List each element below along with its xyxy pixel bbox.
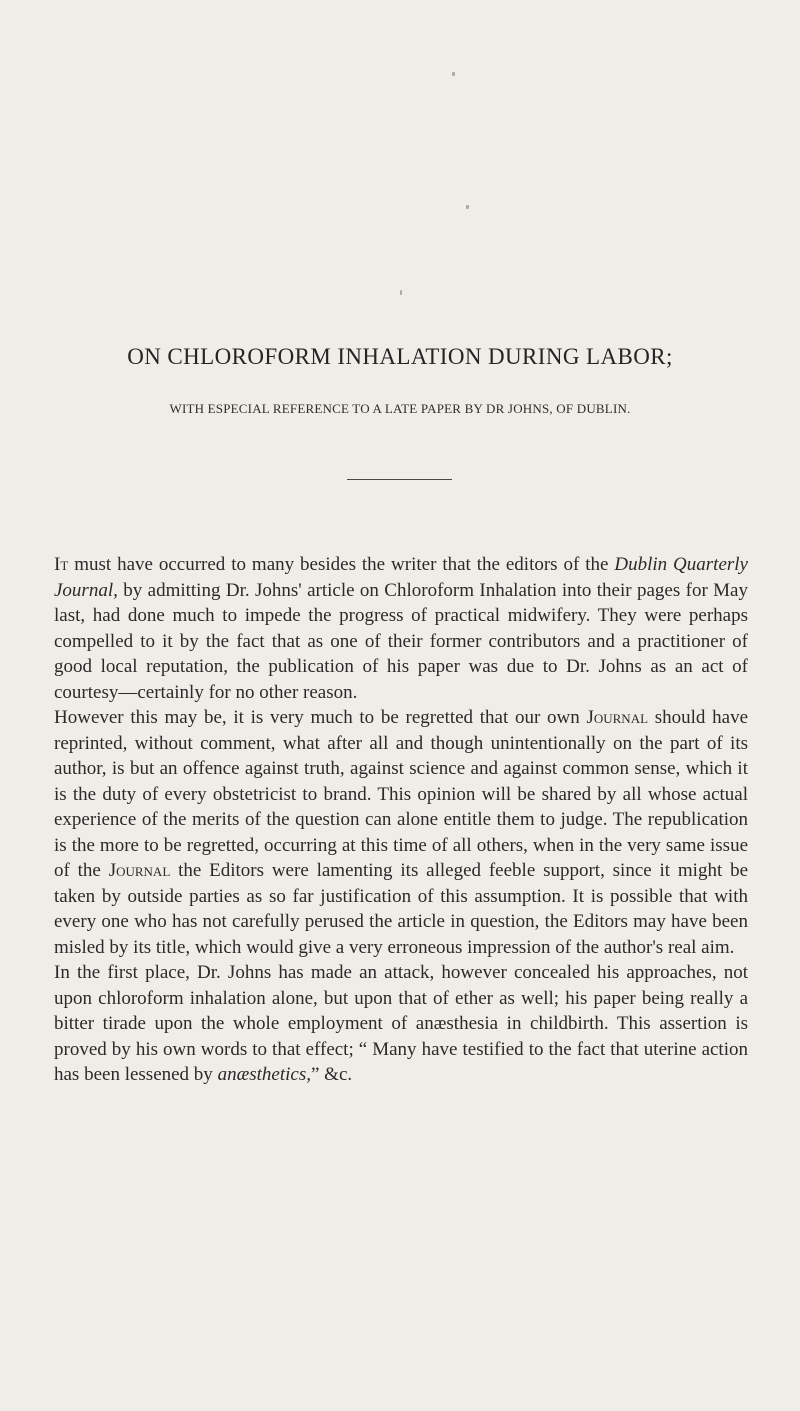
paragraph-text: by admitting Dr. Johns' article on Chloroform Inhalation into their pages for May last, had done much to impede the progress of practical midwifery. They were perhaps compelled to it by the fact that as one of their former contributors and a practitioner of good local reputation, the publication of his paper was due to Dr. Johns as an act of courtesy—certainly for no other reason. bbox=[54, 579, 748, 703]
paragraph-3 bbox=[54, 960, 748, 1088]
paper-speck bbox=[452, 72, 455, 76]
article-subtitle: WITH ESPECIAL REFERENCE TO A LATE PAPER BY DR JOHNS, OF DUBLIN. bbox=[169, 401, 631, 416]
article-body bbox=[54, 552, 748, 1088]
title-divider bbox=[347, 479, 452, 480]
journal-name: Dublin Quarterly Journal, bbox=[54, 554, 748, 601]
paragraph-text: should have reprinted, without comment, what after all and though unintentionally on the part of its author, is but an offence against truth, against science and against common sense, which it is the duty of every obstetricist to brand. This opinion will be shared by all whose actual experience of the merits of the question can alone entitle them to judge. The republication is the more to be regretted, occurring at this time of all others, when in the very same issue of the bbox=[54, 707, 748, 881]
paragraph-text: ” &c. bbox=[310, 1064, 353, 1085]
paragraph-lead: It bbox=[54, 554, 69, 575]
paragraph-1 bbox=[54, 552, 748, 705]
paragraph-text: In the first place, Dr. Johns has made an attack, however concealed his approaches, not upon chloroform inhalation alone, but upon that of ether as well; his paper being really a bitter tirade upon the whole employment of anæsthesia in childbirth. This assertion is proved by his own words to that effect; “ Many have testified to the fact that uterine action has been lessened by bbox=[54, 962, 748, 1085]
paper-speck bbox=[400, 290, 402, 295]
quoted-term: anæsthetics, bbox=[217, 1064, 311, 1085]
paper-speck bbox=[466, 205, 469, 209]
paragraph-text: However this may be, it is very much to be regretted that our own bbox=[54, 707, 587, 728]
journal-word: Journal bbox=[586, 707, 649, 728]
paragraph-2 bbox=[54, 705, 748, 960]
journal-word: Journal bbox=[108, 860, 171, 881]
paragraph-text: the Editors were lamenting its alleged feeble support, since it might be taken by outside parties as so far justification of this assumption. It is possible that with every one who has not carefully perused the article in question, the Editors may have been misled by its title, which would give a very erroneous impression of the author's real aim. bbox=[54, 860, 748, 958]
article-title: ON CHLOROFORM INHALATION DURING LABOR; bbox=[127, 344, 673, 369]
paragraph-text: must have occurred to many besides the writer that the editors of the bbox=[68, 554, 615, 575]
